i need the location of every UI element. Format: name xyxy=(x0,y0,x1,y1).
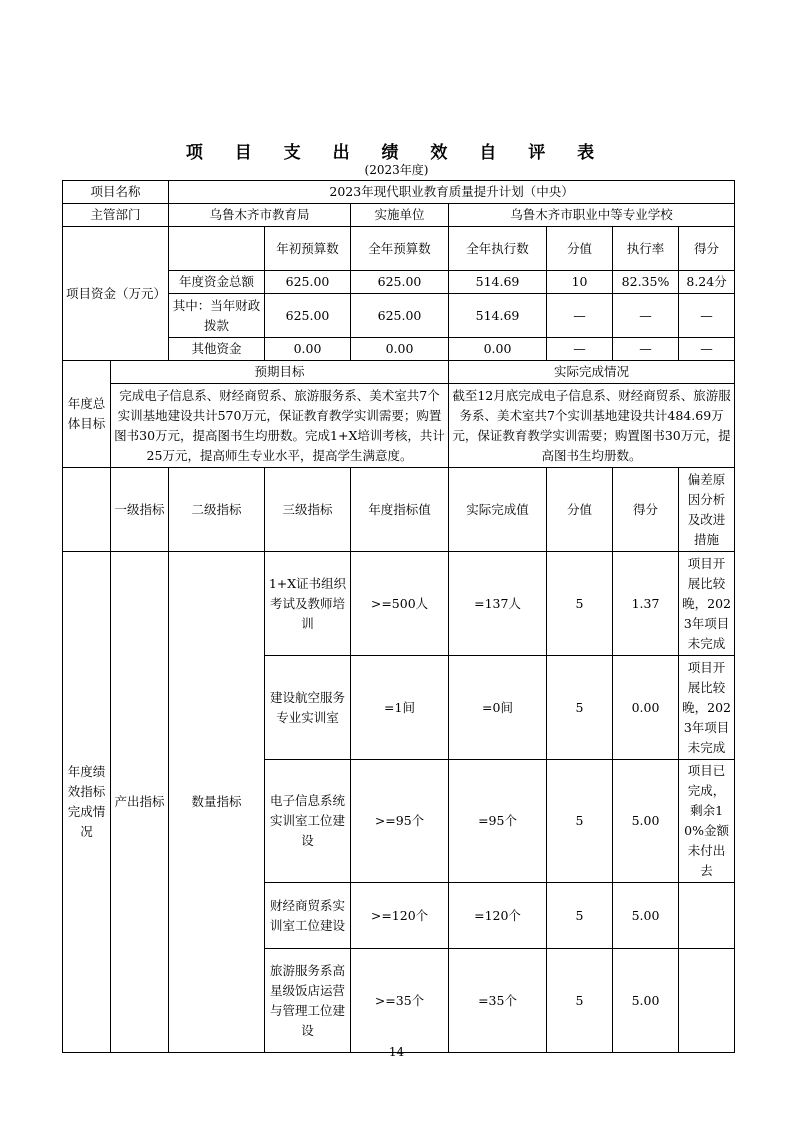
funds-header: 分值 xyxy=(547,227,613,271)
score: 5.00 xyxy=(613,760,679,883)
funds-cell: 514.69 xyxy=(449,271,547,294)
funds-row-label: 其中：当年财政拨款 xyxy=(169,294,265,338)
indicator-header: 一级指标 xyxy=(111,468,169,552)
score: 5.00 xyxy=(613,949,679,1053)
deviation-note xyxy=(679,949,735,1053)
indicator-header: 偏差原因分析及改进措施 xyxy=(679,468,735,552)
level1-indicator: 产出指标 xyxy=(111,552,169,1053)
funds-row-label: 年度资金总额 xyxy=(169,271,265,294)
funds-header: 得分 xyxy=(679,227,735,271)
indicator-header: 二级指标 xyxy=(169,468,265,552)
funds-cell: 0.00 xyxy=(449,338,547,361)
funds-cell: 0.00 xyxy=(351,338,449,361)
score: 1.37 xyxy=(613,552,679,656)
deviation-note: 项目开展比较晚，2023年项目未完成 xyxy=(679,656,735,760)
funds-cell: 625.00 xyxy=(351,294,449,338)
funds-cell: 8.24分 xyxy=(679,271,735,294)
deviation-note: 项目已完成，剩余10%金额未付出去 xyxy=(679,760,735,883)
deviation-note xyxy=(679,883,735,949)
actual-value: =137人 xyxy=(449,552,547,656)
score-value: 5 xyxy=(547,949,613,1053)
funds-cell: — xyxy=(679,338,735,361)
target-value: >=35个 xyxy=(351,949,449,1053)
funds-header-blank xyxy=(169,227,265,271)
indicator-header-blank xyxy=(63,468,111,552)
indicator-header: 年度指标值 xyxy=(351,468,449,552)
target-value: >=95个 xyxy=(351,760,449,883)
dept-value: 乌鲁木齐市教育局 xyxy=(169,204,351,227)
goals-content-row xyxy=(63,384,735,468)
dept-row xyxy=(63,204,735,227)
score-value: 5 xyxy=(547,656,613,760)
indicator-header: 实际完成值 xyxy=(449,468,547,552)
performance-section-label: 年度绩效指标完成情况 xyxy=(63,552,111,1053)
funds-cell: — xyxy=(613,294,679,338)
actual-goal-text: 截至12月底完成电子信息系、财经商贸系、旅游服务系、美术室共7个实训基地建设共计484.69万元，保证教育教学实训需要；购置图书30万元，提高图书生均册数。 xyxy=(449,384,735,468)
funds-cell: — xyxy=(613,338,679,361)
funds-cell: 82.35% xyxy=(613,271,679,294)
impl-label: 实施单位 xyxy=(351,204,449,227)
score-value: 5 xyxy=(547,760,613,883)
target-value: >=500人 xyxy=(351,552,449,656)
score-value: 5 xyxy=(547,552,613,656)
funds-cell: — xyxy=(547,294,613,338)
level2-indicator: 数量指标 xyxy=(169,552,265,1053)
expected-goal-text: 完成电子信息系、财经商贸系、旅游服务系、美术室共7个实训基地建设共计570万元，保证教育教学实训需要；购置图书30万元，提高图书生均册数。完成1+X培训考核，共计25万元，提高师生专业水平，提高学生满意度。 xyxy=(111,384,449,468)
funds-header: 全年执行数 xyxy=(449,227,547,271)
score: 0.00 xyxy=(613,656,679,760)
funds-cell: 625.00 xyxy=(265,271,351,294)
indicator-header: 得分 xyxy=(613,468,679,552)
deviation-note: 项目开展比较晚，2023年项目未完成 xyxy=(679,552,735,656)
funds-header: 执行率 xyxy=(613,227,679,271)
funds-row-label: 其他资金 xyxy=(169,338,265,361)
funds-cell: 0.00 xyxy=(265,338,351,361)
funds-cell: 625.00 xyxy=(351,271,449,294)
goals-label: 年度总体目标 xyxy=(63,361,111,468)
funds-header: 年初预算数 xyxy=(265,227,351,271)
funds-cell: 10 xyxy=(547,271,613,294)
evaluation-table xyxy=(62,180,735,1053)
target-value: =1间 xyxy=(351,656,449,760)
score-value: 5 xyxy=(547,883,613,949)
page-subtitle: (2023年度) xyxy=(364,163,429,177)
dept-label: 主管部门 xyxy=(63,204,169,227)
actual-value: =0间 xyxy=(449,656,547,760)
actual-value: =35个 xyxy=(449,949,547,1053)
score: 5.00 xyxy=(613,883,679,949)
funds-label: 项目资金（万元） xyxy=(63,227,169,361)
page-number: 14 xyxy=(388,1045,405,1059)
actual-value: =120个 xyxy=(449,883,547,949)
project-name-label: 项目名称 xyxy=(63,181,169,204)
project-name-row xyxy=(63,181,735,204)
indicator-header-row xyxy=(63,468,735,552)
page-title: 项 目 支 出 绩 效 自 评 表 xyxy=(185,143,608,163)
impl-value: 乌鲁木齐市职业中等专业学校 xyxy=(449,204,735,227)
funds-header-row xyxy=(63,227,735,271)
level3-indicator: 建设航空服务专业实训室 xyxy=(265,656,351,760)
funds-cell: — xyxy=(679,294,735,338)
target-value: >=120个 xyxy=(351,883,449,949)
indicator-header: 三级指标 xyxy=(265,468,351,552)
goals-header-row xyxy=(63,361,735,384)
indicator-row xyxy=(63,552,735,656)
funds-cell: — xyxy=(547,338,613,361)
level3-indicator: 旅游服务系高星级饭店运营与管理工位建设 xyxy=(265,949,351,1053)
funds-header: 全年预算数 xyxy=(351,227,449,271)
actual-header: 实际完成情况 xyxy=(449,361,735,384)
level3-indicator: 1+X证书组织考试及教师培训 xyxy=(265,552,351,656)
level3-indicator: 电子信息系统实训室工位建设 xyxy=(265,760,351,883)
expected-header: 预期目标 xyxy=(111,361,449,384)
indicator-header: 分值 xyxy=(547,468,613,552)
funds-cell: 625.00 xyxy=(265,294,351,338)
project-name-value: 2023年现代职业教育质量提升计划（中央） xyxy=(169,181,735,204)
actual-value: =95个 xyxy=(449,760,547,883)
funds-cell: 514.69 xyxy=(449,294,547,338)
level3-indicator: 财经商贸系实训室工位建设 xyxy=(265,883,351,949)
